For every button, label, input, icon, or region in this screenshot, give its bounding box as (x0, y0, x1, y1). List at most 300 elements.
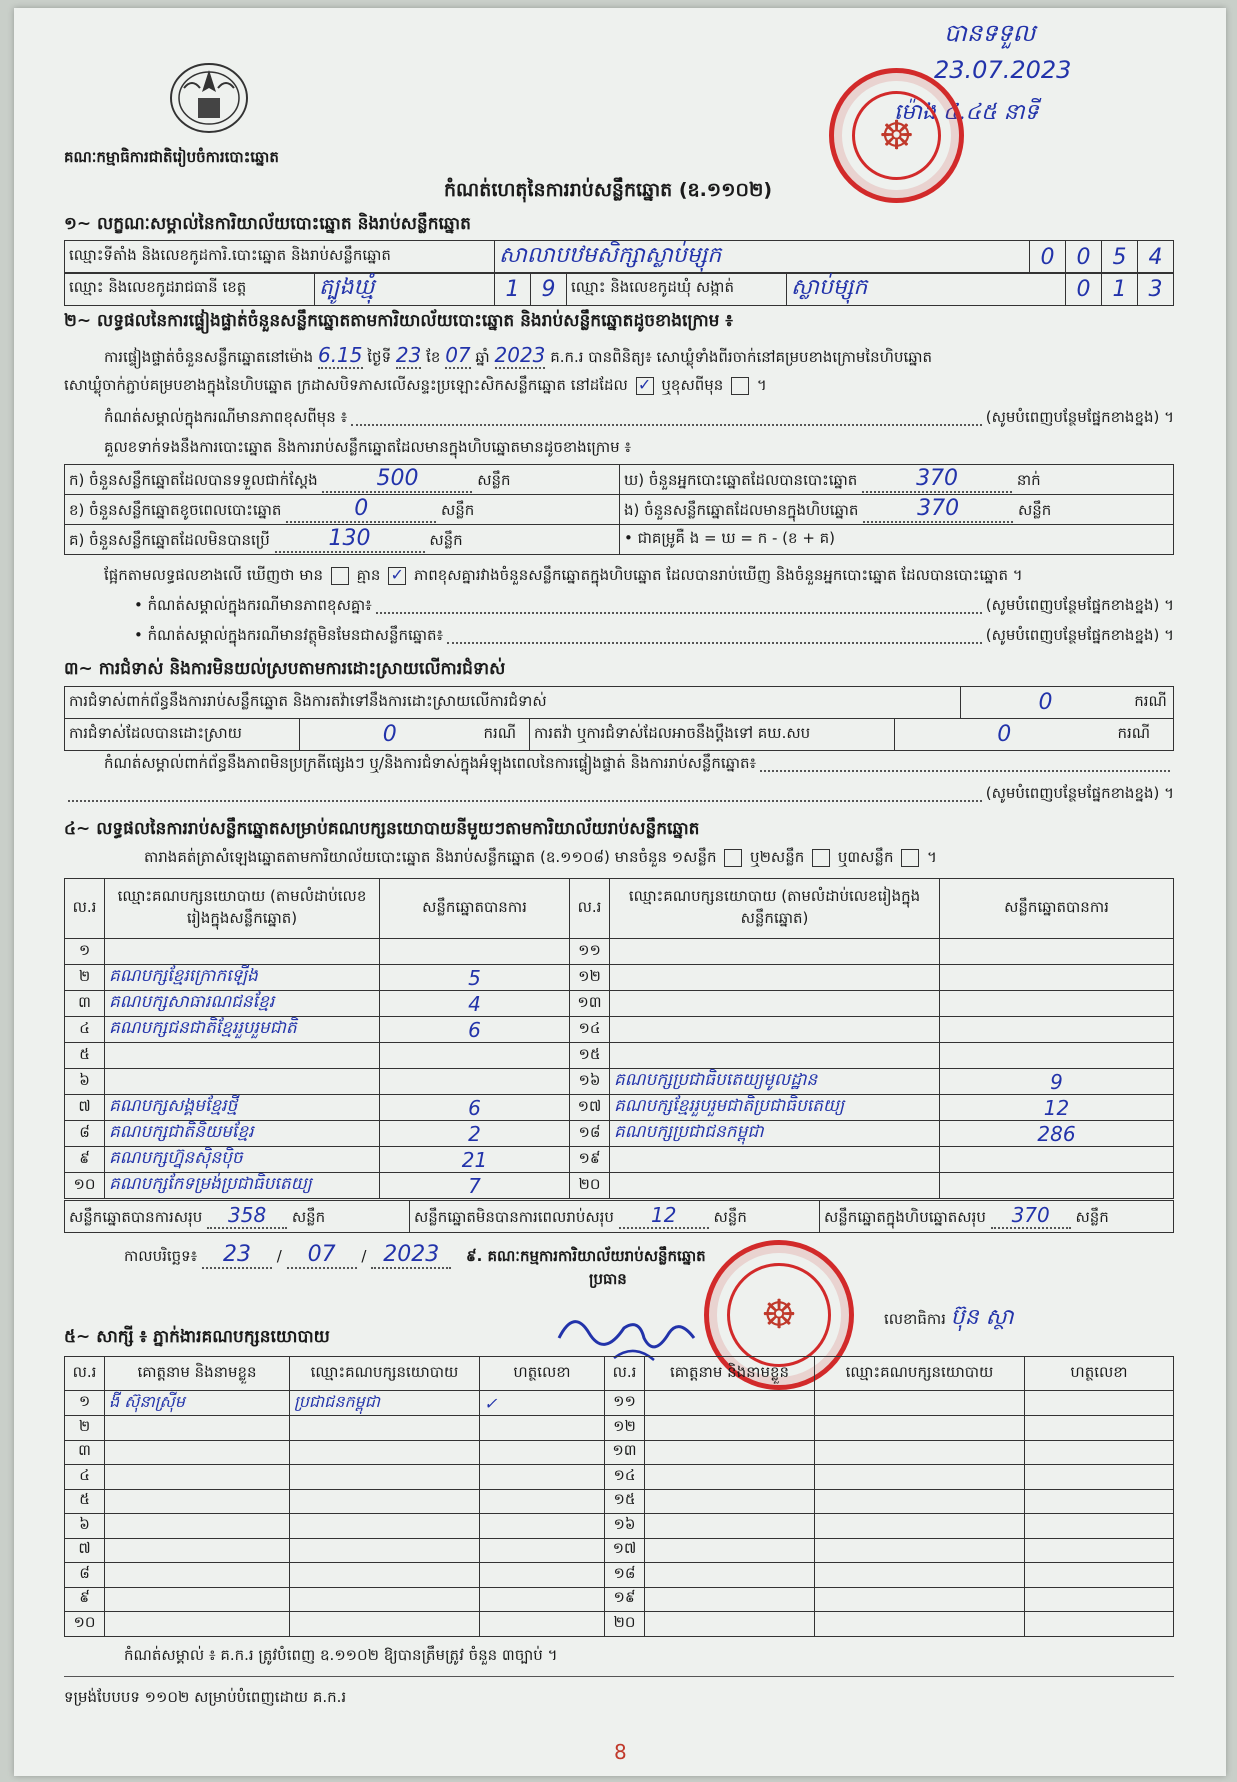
count-b-label: ខ) ចំនួនសន្លឹកឆ្នោតខូចពេលបោះឆ្នោត (69, 501, 282, 519)
note-diff-line (134, 596, 1174, 618)
w-party-right (815, 1612, 1025, 1637)
changed-checkbox[interactable] (731, 377, 749, 395)
col-party-left: ឈ្មោះគណបក្សនយោបាយ (តាមលំដាប់លេខរៀងក្នុងសន្លឹកឆ្នោត) (105, 879, 380, 939)
w-no-right: ១១ (605, 1391, 645, 1416)
seal-text: សោឃ្លុំចាក់ភ្ជាប់គម្របខាងក្នុងនៃហិបឆ្នោត ក្រដាសបិទភាសលើសន្ទះប្រឡោះសិកសន្លឹកឆ្នោត នៅដដែល (64, 376, 628, 394)
w-party-left (290, 1587, 480, 1612)
opt3-label: ឬ៣សន្លឹក (837, 848, 894, 866)
party-name-right (610, 991, 940, 1017)
table-row (65, 1514, 1174, 1539)
w-sig-right (1025, 1416, 1174, 1441)
party-votes-right (940, 1043, 1174, 1069)
w-no-left: ៩ (65, 1587, 105, 1612)
or-label: ឬខុសពីមុន (661, 376, 724, 394)
commune-code-3: 3 (1138, 273, 1174, 306)
row-no-right: ២០ (570, 1173, 610, 1199)
section4-subline: តារាងគត់ត្រាសំឡេងឆ្នោតតាមការិយាល័យបោះឆ្នោត និងរាប់សន្លឹកឆ្នោត (ឧ.១១០៨) មានចំនួន ១សន្លឹក ឬ២សន្លឹក ឬ៣សន្លឹក ។ (144, 848, 937, 866)
day-label: ថ្ងៃទី (367, 348, 392, 366)
diff-note-line (104, 408, 1174, 430)
result-intro: គួលខទាក់ទងនឹងការបោះឆ្នោត និងការរាប់សន្លឹកឆ្នោតដែលមានក្នុងហិបឆ្នោតមានដូចខាងក្រោម ៖ (104, 438, 632, 456)
w-name-right (645, 1391, 815, 1416)
table-row (65, 1465, 1174, 1490)
formula-cell: • ជាគម្រូគឺ ង = ឃ = ក - (ខ + គ) (620, 525, 1174, 555)
count-a-label: ក) ចំនួនសន្លឹកឆ្នោតដែលបានទទួលជាក់ស្តែង (69, 471, 318, 489)
note-diff-fill: (សូមបំពេញបន្ថែមផ្នែកខាងខ្នង) ។ (985, 596, 1174, 614)
table-row (65, 1147, 1174, 1173)
objection-row1-unit: ករណី (1130, 687, 1173, 719)
objection-table-2 (64, 718, 1174, 751)
total-valid-label: សន្លឹកឆ្នោតបានការសរុប (69, 1208, 203, 1226)
receipt-time: ម៉ោង ៤.៤៥ នាទី (894, 100, 1039, 125)
party-votes-right: 9 (940, 1069, 1174, 1095)
table-row (65, 1017, 1174, 1043)
receipt-date: 23.07.2023 (934, 56, 1072, 84)
w-party-left: ប្រជាជនកម្ពុជា (290, 1391, 480, 1416)
section3-note-dots-2 (68, 784, 982, 802)
row-no-right: ១៩ (570, 1147, 610, 1173)
table-row (65, 991, 1174, 1017)
total-invalid-unit: សន្លឹក (713, 1208, 747, 1226)
count-row-c (65, 525, 620, 555)
count-c-unit: សន្លឹក (429, 531, 463, 549)
w-party-left (290, 1465, 480, 1490)
ballot-count-table (64, 464, 1174, 555)
commune-code-1: 0 (1066, 273, 1102, 306)
section3-note-dots (760, 754, 1170, 772)
w-col-name-right: គោត្តនាម និងនាមខ្លួន (645, 1357, 815, 1391)
same-checkbox[interactable]: ✓ (636, 377, 654, 395)
official-stamp-bottom: ☸ (704, 1240, 854, 1390)
party-votes-left: 6 (380, 1095, 570, 1121)
table-row (65, 1043, 1174, 1069)
party-votes-right (940, 1017, 1174, 1043)
w-party-right (815, 1465, 1025, 1490)
month-label: ខែ (426, 348, 441, 366)
verify-line (104, 343, 932, 370)
w-sig-left (480, 1563, 605, 1588)
w-sig-left (480, 1465, 605, 1490)
table-row (65, 1121, 1174, 1147)
total-box-unit: សន្លឹក (1075, 1208, 1109, 1226)
w-name-left: ងី ស៊ុនាស្រ៊ីម (105, 1391, 290, 1416)
party-name-left: គណបក្សសាធារណជនខ្មែរ (105, 991, 380, 1017)
commune-value: ស្លាប់ម្សុក (787, 273, 1066, 306)
sheet3-checkbox[interactable] (901, 849, 919, 867)
year-label: ឆ្នាំ (475, 348, 490, 366)
w-sig-right (1025, 1465, 1174, 1490)
w-party-left (290, 1489, 480, 1514)
party-votes-left: 6 (380, 1017, 570, 1043)
w-col-sig-right: ហត្ថលេខា (1025, 1357, 1174, 1391)
nec-emblem-icon (164, 58, 254, 138)
count-b-unit: សន្លឹក (440, 501, 475, 519)
w-col-sig-left: ហត្ថលេខា (480, 1357, 605, 1391)
col-votes-left: សន្លឹកឆ្នោតបានការ (380, 879, 570, 939)
w-name-left (105, 1514, 290, 1539)
objection-row2-unit: ករណី (480, 719, 530, 751)
section1-table (64, 240, 1174, 274)
col-no-right: ល.រ (570, 879, 610, 939)
total-invalid-value: 12 (619, 1203, 709, 1229)
compare-none: គ្មាន (356, 566, 381, 584)
seal-line: សោឃ្លុំចាក់ភ្ជាប់គម្របខាងក្នុងនៃហិបឆ្នោត ក្រដាសបិទភាសលើសន្ទះប្រឡោះសិកសន្លឹកឆ្នោត នៅដដែល ✓ ឬខុសពីមុន ។ (64, 374, 767, 394)
table-row (65, 1587, 1174, 1612)
table-row (65, 1538, 1174, 1563)
party-votes-left: 7 (380, 1173, 570, 1199)
w-no-left: ៣ (65, 1440, 105, 1465)
count-row-e (620, 495, 1174, 525)
party-name-right (610, 1017, 940, 1043)
w-party-right (815, 1563, 1025, 1588)
table-row (65, 1416, 1174, 1441)
verify-time: 6.15 (317, 343, 363, 367)
table-row (65, 1095, 1174, 1121)
w-col-party-right: ឈ្មោះគណបក្សនយោបាយ (815, 1357, 1025, 1391)
w-no-left: ៨ (65, 1563, 105, 1588)
party-name-left: គណបក្សកែទម្រង់ប្រជាធិបតេយ្យ (105, 1173, 380, 1199)
count-c-value: 130 (275, 526, 425, 553)
table-row (65, 1069, 1174, 1095)
w-no-right: ១៨ (605, 1563, 645, 1588)
party-results-table (64, 878, 1174, 1199)
table-row (65, 939, 1174, 965)
row-no-left: ៣ (65, 991, 105, 1017)
count-b-value: 0 (286, 496, 436, 523)
w-party-right (815, 1514, 1025, 1539)
w-sig-left (480, 1440, 605, 1465)
place-label: ឈ្មោះទីតាំង និងលេខកូដការិ.បោះឆ្នោត និងរាប់សន្លឹកឆ្នោត (65, 241, 495, 274)
chair-label: ប្រធាន (589, 1270, 627, 1288)
w-name-right (645, 1514, 815, 1539)
col-no-left: ល.រ (65, 879, 105, 939)
party-name-right (610, 1147, 940, 1173)
w-sig-right (1025, 1489, 1174, 1514)
party-name-left: គណបក្សសង្គមខ្មែរថ្មី (105, 1095, 380, 1121)
province-code-2: 9 (531, 273, 567, 306)
footer-divider (64, 1676, 1174, 1677)
w-no-left: ៥ (65, 1489, 105, 1514)
total-box-label: សន្លឹកឆ្នោតក្នុងហិបឆ្នោតសរុប (824, 1208, 986, 1226)
verify-suffix: គ.ក.រ បានពិនិត្យ៖ សោឃ្លុំទាំងពីរចាក់នៅគម្របខាងក្រោមនៃហិបឆ្នោត (550, 348, 933, 366)
w-party-left (290, 1440, 480, 1465)
objection-row2-value: 0 (300, 719, 480, 751)
note-invalid-dots (447, 626, 982, 644)
form-note: ទម្រង់បែបបទ ១១០២ សម្រាប់បំពេញដោយ គ.ក.រ (64, 1688, 347, 1706)
w-sig-right (1025, 1612, 1174, 1637)
party-votes-left: 4 (380, 991, 570, 1017)
row-no-left: ២ (65, 965, 105, 991)
date-label: កាលបរិច្ឆេទ៖ (124, 1247, 198, 1265)
w-no-right: ១៦ (605, 1514, 645, 1539)
w-sig-right (1025, 1391, 1174, 1416)
row-no-left: ១ (65, 939, 105, 965)
commune-label: ឈ្មោះ និងលេខកូដឃុំ សង្កាត់ (567, 273, 787, 306)
col-votes-right: សន្លឹកឆ្នោតបានការ (940, 879, 1174, 939)
sheet2-checkbox[interactable] (812, 849, 830, 867)
row-no-right: ១៥ (570, 1043, 610, 1069)
party-name-right: គណបក្សខ្មែររួបរួមជាតិប្រជាធិបតេយ្យ (610, 1095, 940, 1121)
section4-heading: ៤~ លទ្ធផលនៃការរាប់សន្លឹកឆ្នោតសម្រាប់គណបក្សនយោបាយនីមួយៗតាមការិយាល័យរាប់សន្លឹកឆ្នោត (64, 819, 700, 839)
objection-row2b-label: ការតវ៉ា ឬការជំទាស់ដែលអាចនឹងប្តឹងទៅ គឃ.សប (530, 719, 895, 751)
w-party-left (290, 1538, 480, 1563)
date-month: 07 (287, 1242, 357, 1269)
count-a-unit: សន្លឹក (477, 471, 511, 489)
row-no-left: ៩ (65, 1147, 105, 1173)
w-sig-left (480, 1416, 605, 1441)
secretary-signature: ប៊ុន ស្ថា (950, 1305, 1014, 1330)
totals-table (64, 1200, 1174, 1233)
compare-line (104, 566, 1023, 588)
row-no-left: ៤ (65, 1017, 105, 1043)
place-value: សាលាបឋមសិក្សាស្លាប់ម្សុក (495, 241, 1030, 274)
section5-heading: ៥~ សាក្សី ៖ ភ្នាក់ងារគណបក្សនយោបាយ (64, 1327, 330, 1347)
official-stamp-top: ☸ (829, 68, 964, 203)
note-diff-dots (376, 596, 982, 614)
w-sig-left: ✓ (480, 1391, 605, 1416)
party-votes-left (380, 1043, 570, 1069)
section3-note: កំណត់សម្គាល់ពាក់ព័ន្ធនឹងភាពមិនប្រក្រតីផ្សេងៗ ឬ/និងការជំទាស់ក្នុងអំឡុងពេលនៃការផ្ទៀងផ្ទាត់ និងការរាប់សន្លឹកឆ្នោត៖ (104, 754, 757, 772)
w-party-right (815, 1440, 1025, 1465)
w-name-left (105, 1440, 290, 1465)
compare-suffix: ភាពខុសគ្នារវាងចំនួនសន្លឹកឆ្នោតក្នុងហិបឆ្នោត ដែលបានរាប់ឃើញ និងចំនួនអ្នកបោះឆ្នោត ដែលបានបោះឆ្នោត ។ (413, 566, 1023, 584)
table-row (65, 1489, 1174, 1514)
row-no-right: ១១ (570, 939, 610, 965)
section3-note-line (104, 754, 1174, 776)
party-votes-left (380, 939, 570, 965)
no-diff-checkbox[interactable]: ✓ (388, 567, 406, 585)
w-name-left (105, 1416, 290, 1441)
total-invalid-label: សន្លឹកឆ្នោតមិនបានការពេលរាប់សរុប (414, 1208, 614, 1226)
footnote: កំណត់សម្គាល់ ៖ គ.ក.រ ត្រូវបំពេញ ឧ.១១០២ ឱ្យបានត្រឹមត្រូវ ចំនួន ៣ច្បាប់ ។ (124, 1646, 558, 1664)
w-no-right: ១២ (605, 1416, 645, 1441)
count-d-value: 370 (862, 466, 1012, 493)
row-no-left: ៧ (65, 1095, 105, 1121)
total-valid-value: 358 (207, 1203, 287, 1229)
total-box-value: 370 (991, 1203, 1071, 1229)
section1-heading: ១~ លក្ខណៈសម្គាល់នៃការិយាល័យបោះឆ្នោត និងរាប់សន្លឹកឆ្នោត (64, 214, 471, 234)
w-sig-left (480, 1587, 605, 1612)
count-row-a (65, 465, 620, 495)
count-row-b (65, 495, 620, 525)
objection-row2b-unit: ករណី (1114, 719, 1174, 751)
w-col-no-right: ល.រ (605, 1357, 645, 1391)
count-e-label: ង) ចំនួនសន្លឹកឆ្នោតដែលមានក្នុងហិបឆ្នោត (624, 501, 859, 519)
party-votes-right (940, 1173, 1174, 1199)
w-name-left (105, 1563, 290, 1588)
section3-fill-more: (សូមបំពេញបន្ថែមផ្នែកខាងខ្នង) ។ (985, 784, 1174, 802)
count-e-value: 370 (863, 496, 1013, 523)
row-no-right: ១៧ (570, 1095, 610, 1121)
table-row (65, 1391, 1174, 1416)
w-no-left: ១០ (65, 1612, 105, 1637)
party-name-right (610, 1043, 940, 1069)
party-name-left: គណបក្សខ្មែរក្រោកឡើង (105, 965, 380, 991)
date-year: 2023 (371, 1242, 451, 1269)
note-invalid-line (134, 626, 1174, 648)
row-no-left: ៨ (65, 1121, 105, 1147)
place-code-1: 0 (1030, 241, 1066, 274)
table-row (65, 1440, 1174, 1465)
form-sheet (14, 8, 1226, 1776)
w-party-right (815, 1489, 1025, 1514)
count-c-label: គ) ចំនួនសន្លឹកឆ្នោតដែលមិនបានប្រើ (69, 531, 270, 549)
table-row (65, 1563, 1174, 1588)
count-a-value: 500 (322, 466, 472, 493)
verify-year: 2023 (494, 343, 546, 367)
section3-note-line-2 (64, 784, 1174, 806)
w-no-right: ១៧ (605, 1538, 645, 1563)
table-row (65, 1173, 1174, 1199)
row-no-right: ១៦ (570, 1069, 610, 1095)
w-name-right (645, 1612, 815, 1637)
w-no-left: ៦ (65, 1514, 105, 1539)
w-name-left (105, 1489, 290, 1514)
w-sig-left (480, 1612, 605, 1637)
row-no-left: ៦ (65, 1069, 105, 1095)
party-votes-left: 21 (380, 1147, 570, 1173)
party-name-left: គណបក្សជាតិនិយមខ្មែរ (105, 1121, 380, 1147)
witness-table (64, 1356, 1174, 1637)
w-name-left (105, 1587, 290, 1612)
row-no-left: ១០ (65, 1173, 105, 1199)
tally-sheet-count: តារាងគត់ត្រាសំឡេងឆ្នោតតាមការិយាល័យបោះឆ្នោត និងរាប់សន្លឹកឆ្នោត (ឧ.១១០៨) មានចំនួន ១សន្លឹក (144, 848, 717, 866)
table-row (65, 1612, 1174, 1637)
w-party-left (290, 1416, 480, 1441)
w-name-right (645, 1563, 815, 1588)
sheet1-checkbox[interactable] (724, 849, 742, 867)
secretary-label: លេខាធិការ (884, 1310, 946, 1328)
w-no-left: ២ (65, 1416, 105, 1441)
w-no-left: ៤ (65, 1465, 105, 1490)
w-party-right (815, 1391, 1025, 1416)
w-sig-left (480, 1514, 605, 1539)
place-code-2: 0 (1066, 241, 1102, 274)
place-code-3: 5 (1102, 241, 1138, 274)
w-party-left (290, 1563, 480, 1588)
w-name-right (645, 1416, 815, 1441)
objection-table (64, 686, 1174, 719)
w-party-left (290, 1514, 480, 1539)
party-votes-right: 286 (940, 1121, 1174, 1147)
count-d-label: ឃ) ចំនួនអ្នកបោះឆ្នោតដែលបានបោះឆ្នោត (624, 471, 858, 489)
party-name-left (105, 939, 380, 965)
verify-prefix: ការផ្ទៀងផ្ទាត់ចំនួនសន្លឹកឆ្នោតនៅម៉ោង (104, 348, 314, 366)
w-sig-left (480, 1489, 605, 1514)
w-no-right: ១៥ (605, 1489, 645, 1514)
receipt-note: បានទទួល (944, 19, 1036, 47)
place-code-4: 4 (1138, 241, 1174, 274)
count-row-d (620, 465, 1174, 495)
row-no-right: ១២ (570, 965, 610, 991)
province-label: ឈ្មោះ និងលេខកូដរាជធានី ខេត្ត (65, 273, 315, 306)
note-invalid: • កំណត់សម្គាល់ក្នុងករណីមានវត្ថុមិនមែនជាសន្លឹកឆ្នោត៖ (134, 626, 444, 644)
w-sig-right (1025, 1587, 1174, 1612)
row-no-right: ១៣ (570, 991, 610, 1017)
province-value: ត្បូងឃ្មុំ (315, 273, 495, 306)
w-party-left (290, 1612, 480, 1637)
col-party-right: ឈ្មោះគណបក្សនយោបាយ (តាមលំដាប់លេខរៀងក្នុងសន្លឹកឆ្នោត) (610, 879, 940, 939)
note-invalid-fill: (សូមបំពេញបន្ថែមផ្នែកខាងខ្នង) ។ (985, 626, 1174, 644)
w-col-name-left: គោត្តនាម និងនាមខ្លួន (105, 1357, 290, 1391)
party-votes-right (940, 939, 1174, 965)
w-name-right (645, 1587, 815, 1612)
total-invalid-cell (410, 1201, 820, 1233)
total-valid-unit: សន្លឹក (291, 1208, 326, 1226)
compare-prefix: ផ្អែកតាមលទ្ធផលខាងលើ ឃើញថា មាន (104, 566, 324, 584)
w-no-right: ២០ (605, 1612, 645, 1637)
party-name-left: គណបក្សហ្វ៊ុនស៊ិនប៉ិច (105, 1147, 380, 1173)
note-diff: • កំណត់សម្គាល់ក្នុងករណីមានភាពខុសគ្នា៖ (134, 596, 372, 614)
party-votes-right (940, 1147, 1174, 1173)
w-name-right (645, 1465, 815, 1490)
w-party-right (815, 1538, 1025, 1563)
w-name-left (105, 1538, 290, 1563)
party-name-left (105, 1069, 380, 1095)
party-name-left (105, 1043, 380, 1069)
diff-fill-more: (សូមបំពេញបន្ថែមផ្នែកខាងខ្នង) ។ (985, 408, 1174, 426)
w-col-no-left: ល.រ (65, 1357, 105, 1391)
diff-note: កំណត់សម្គាល់ក្នុងករណីមានភាពខុសពីមុន ៖ (104, 408, 348, 426)
section1-table-2 (64, 272, 1174, 306)
w-no-left: ១ (65, 1391, 105, 1416)
party-votes-left: 2 (380, 1121, 570, 1147)
committee-label: ៩. គណៈកម្មការការិយាល័យរាប់សន្លឹកឆ្នោត (466, 1247, 706, 1265)
party-name-right: គណបក្សប្រជាធិបតេយ្យមូលដ្ឋាន (610, 1069, 940, 1095)
w-sig-right (1025, 1514, 1174, 1539)
party-name-right (610, 1173, 940, 1199)
w-sig-right (1025, 1563, 1174, 1588)
party-votes-right (940, 965, 1174, 991)
objection-row1-label: ការជំទាស់ពាក់ព័ន្ធនឹងការរាប់សន្លឹកឆ្នោត និងការតវ៉ាទៅនឹងការដោះស្រាយលើការជំទាស់ (65, 687, 961, 719)
w-no-right: ១៤ (605, 1465, 645, 1490)
w-col-party-left: ឈ្មោះគណបក្សនយោបាយ (290, 1357, 480, 1391)
w-sig-left (480, 1538, 605, 1563)
party-votes-right (940, 991, 1174, 1017)
w-name-right (645, 1538, 815, 1563)
party-name-right (610, 965, 940, 991)
party-votes-left (380, 1069, 570, 1095)
objection-row2-label: ការជំទាស់ដែលបានដោះស្រាយ (65, 719, 300, 751)
total-valid-cell (65, 1201, 410, 1233)
w-no-right: ១៩ (605, 1587, 645, 1612)
w-party-right (815, 1587, 1025, 1612)
w-sig-right (1025, 1538, 1174, 1563)
count-e-unit: សន្លឹក (1017, 501, 1052, 519)
diff-note-dots (351, 408, 982, 426)
w-name-right (645, 1489, 815, 1514)
date-line: កាលបរិច្ឆេទ៖ 23 / 07 / 2023 ៩. គណៈកម្មការការិយាល័យរាប់សន្លឹកឆ្នោត (124, 1242, 706, 1267)
form-title: កំណត់ហេតុនៃការរាប់សន្លឹកឆ្នោត (ឧ.១១០២) (444, 179, 773, 201)
party-votes-right: 12 (940, 1095, 1174, 1121)
org-name: គណៈកម្មាធិការជាតិរៀបចំការបោះឆ្នោត (64, 148, 279, 166)
section3-heading: ៣~ ការជំទាស់ និងការមិនយល់ស្របតាមការដោះស្រាយលើការជំទាស់ (64, 659, 506, 679)
row-no-right: ១៤ (570, 1017, 610, 1043)
verify-day: 23 (395, 343, 422, 367)
party-name-left: គណបក្សជនជាតិខ្មែររួបរួមជាតិ (105, 1017, 380, 1043)
row-no-right: ១៨ (570, 1121, 610, 1147)
province-code-1: 1 (495, 273, 531, 306)
date-day: 23 (202, 1242, 272, 1269)
section2-heading: ២~ លទ្ធផលនៃការផ្ទៀងផ្ទាត់ចំនួនសន្លឹកឆ្នោតតាមការិយាល័យបោះឆ្នោត និងរាប់សន្លឹកឆ្នោតដូចខាងក្រោម ៖ (64, 311, 733, 331)
party-name-right (610, 939, 940, 965)
w-name-right (645, 1440, 815, 1465)
page-mark: 8 (614, 1740, 627, 1764)
row-no-left: ៥ (65, 1043, 105, 1069)
has-diff-checkbox[interactable] (331, 567, 349, 585)
w-no-right: ១៣ (605, 1440, 645, 1465)
commune-code-2: 1 (1102, 273, 1138, 306)
verify-month: 07 (445, 343, 471, 367)
